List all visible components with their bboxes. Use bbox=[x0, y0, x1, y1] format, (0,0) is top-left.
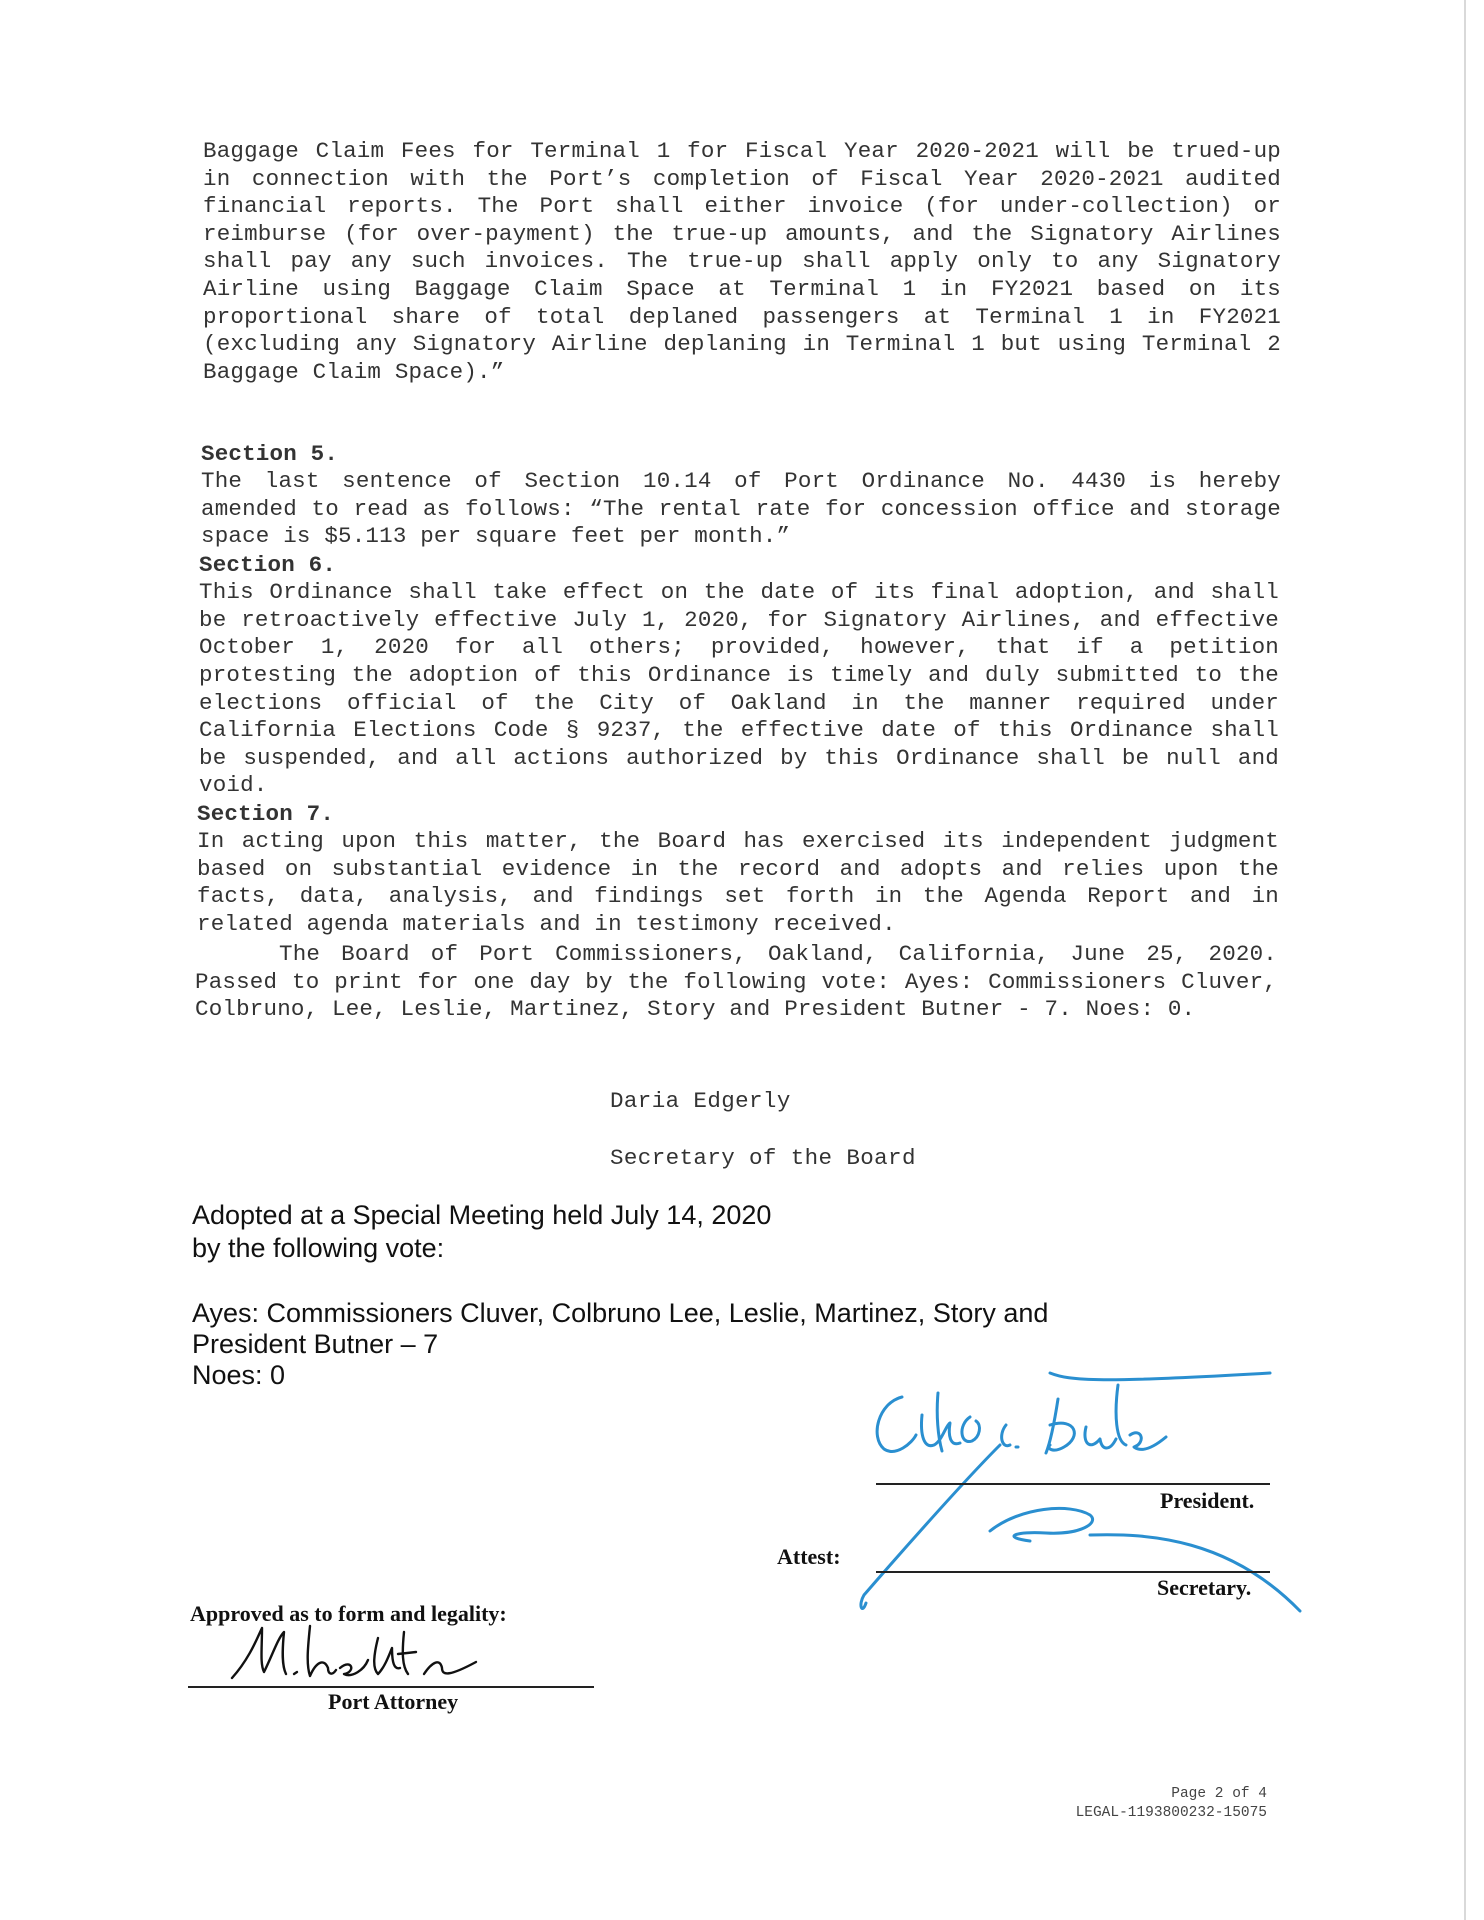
section-5-heading: Section 5. bbox=[201, 440, 339, 467]
secretary-name: Daria Edgerly bbox=[610, 1088, 791, 1114]
vote-paragraph: The Board of Port Commissioners, Oakland, California, June 25, 2020. Passed to print for one day by the following vote: Ayes: Commissioners Cluver, Colbruno, Lee, Leslie, Martinez, Story and President Butner - 7. Noes: 0. bbox=[195, 941, 1277, 1023]
adopted-line-1: Adopted at a Special Meeting held July 14, 2020 bbox=[192, 1200, 772, 1230]
president-signature-line bbox=[876, 1483, 1270, 1485]
section-7-text: In acting upon this matter, the Board has exercised its independent judgment based on substantial evidence in the record and adopts and relies upon the facts, data, analysis, and findings set forth in the Agenda Report and in related agenda materials and in testimony received. bbox=[197, 828, 1279, 937]
attest-label: Attest: bbox=[777, 1544, 841, 1569]
section-6-text: This Ordinance shall take effect on the date of its final adoption, and shall be retroactively effective July 1, 2020, for Signatory Airlines, and effective October 1, 2020 for all others; provided, however, that if a petition protesting the adoption of this Ordinance is timely and duly submitted to the elections official of the City of Oakland in the manner required under California Elections Code § 9237, the effective date of this Ordinance shall be suspended, and all actions authorized by this Ordinance shall be null and void. bbox=[199, 579, 1279, 799]
page-number: Page 2 of 4 bbox=[1171, 1786, 1267, 1802]
secretary-label: Secretary. bbox=[1157, 1575, 1252, 1600]
document-id: LEGAL-1193800232-15075 bbox=[1075, 1805, 1267, 1821]
continuation-paragraph: Baggage Claim Fees for Terminal 1 for Fiscal Year 2020-2021 will be trued-up in connection with the Port’s completion of Fiscal Year 2020-2021 audited financial reports. The Port shall either invoice (for under-collection) or reimburse (for over-payment) the true-up amounts, and the Signatory Airlines shall pay any such invoices. The true-up shall apply only to any Signatory Airline using Baggage Claim Space at Terminal 1 in FY2021 based on its proportional share of total deplaned passengers at Terminal 1 in FY2021 (excluding any Signatory Airline deplaning in Terminal 1 but using Terminal 2 Baggage Claim Space).” bbox=[203, 138, 1281, 385]
section-7 bbox=[197, 773, 1279, 939]
adopted-noes: Noes: 0 bbox=[192, 1360, 286, 1390]
section-6 bbox=[199, 524, 1279, 800]
secretary-title: Secretary of the Board bbox=[610, 1145, 916, 1171]
approved-label: Approved as to form and legality: bbox=[190, 1601, 507, 1626]
president-signature bbox=[850, 1365, 1330, 1625]
adopted-ayes-2: President Butner – 7 bbox=[192, 1329, 439, 1359]
adopted-line-2: by the following vote: bbox=[192, 1233, 445, 1263]
attorney-signature-line bbox=[188, 1686, 594, 1688]
page-edge bbox=[1464, 0, 1466, 1920]
section-7-heading: Section 7. bbox=[197, 800, 335, 827]
president-label: President. bbox=[1160, 1488, 1255, 1513]
attorney-label: Port Attorney bbox=[328, 1689, 459, 1714]
secretary-signature-line bbox=[876, 1571, 1270, 1573]
adopted-ayes-1: Ayes: Commissioners Cluver, Colbruno Lee, Leslie, Martinez, Story and bbox=[192, 1298, 1049, 1328]
section-5-text: The last sentence of Section 10.14 of Port Ordinance No. 4430 is hereby amended to read as follows: “The rental rate for concession office and storage space is $5.113 per square feet per month.” bbox=[201, 468, 1281, 550]
section-6-heading: Section 6. bbox=[199, 551, 337, 578]
